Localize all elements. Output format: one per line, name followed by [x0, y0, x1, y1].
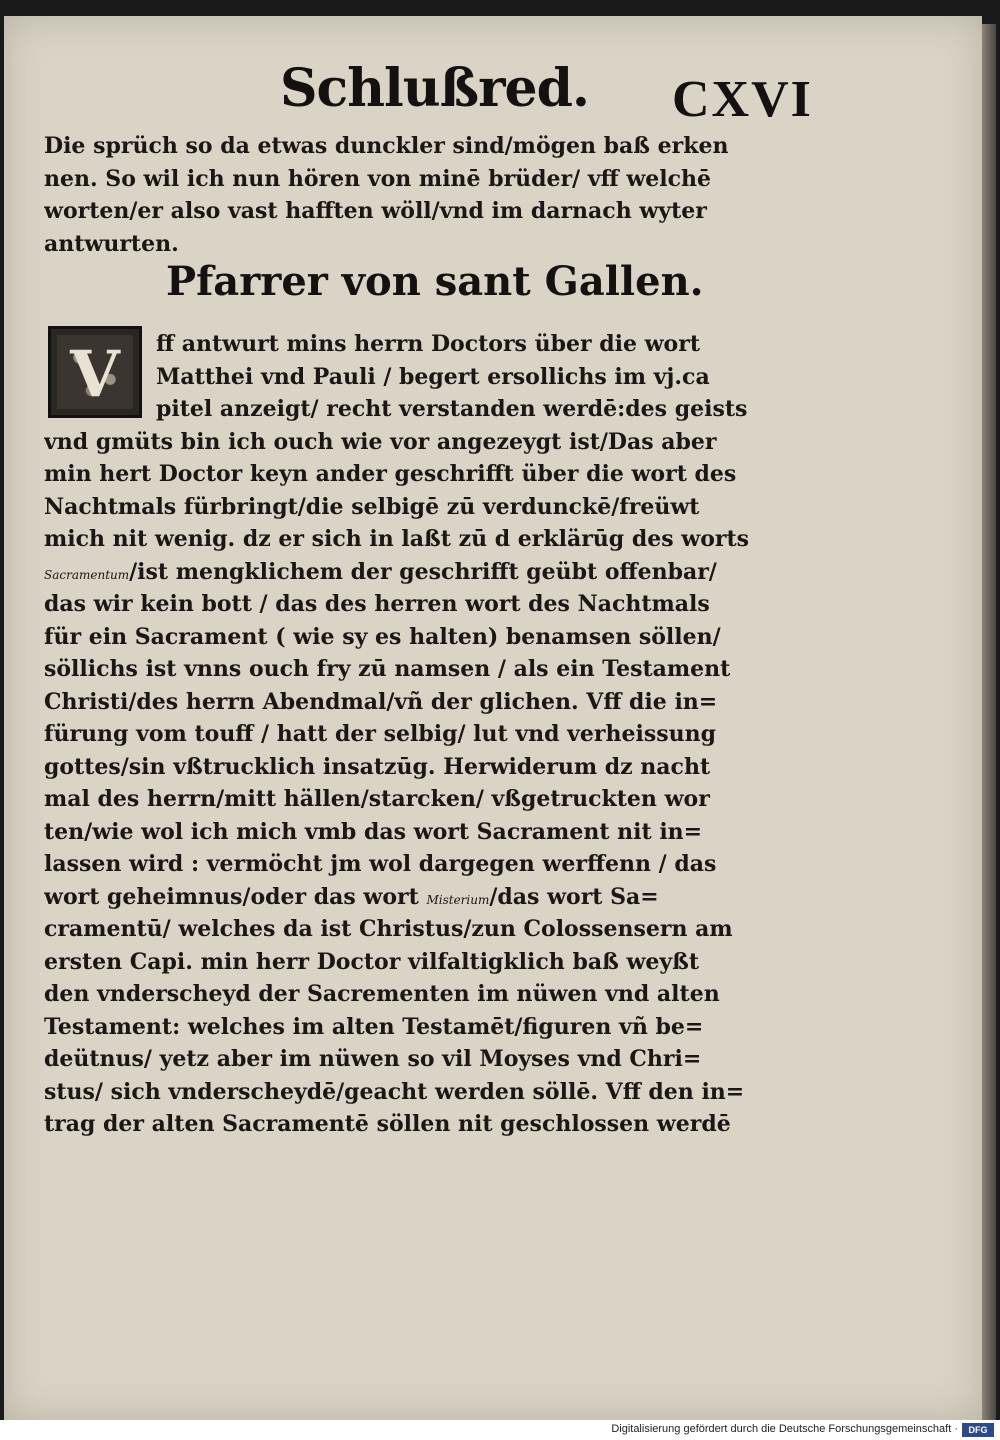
folio-number: CXVI [672, 71, 813, 128]
latin-term: Misterium [426, 892, 490, 907]
text-line: worten/er also vast hafften wöll/vnd im darnach wyter [44, 198, 707, 224]
page-edge [982, 24, 996, 1420]
footer-bar [0, 1420, 1000, 1440]
text-line: Testament: welches im alten Testamēt/figuren vñ be= [44, 1013, 704, 1040]
text-line: Die sprüch so da etwas dunckler sind/mögen baß erken [44, 133, 729, 159]
text-line: gottes/sin vßtrucklich insatzūg. Herwiderum dz nacht [44, 753, 711, 780]
text-line: ersten Capi. min herr Doctor vilfaltigklich baß weyßt [44, 948, 700, 975]
text-line: lassen wird : vermöcht jm wol dargegen werffenn / das [44, 851, 717, 877]
intro-paragraph [44, 130, 764, 260]
text-segment: /das wort Sa= [489, 883, 659, 910]
text-line: cramentū/ welches da ist Christus/zun Colossensern am [44, 916, 733, 942]
text-line: söllichs ist vnns ouch fry zū namsen / als ein Testament [44, 656, 731, 682]
body-paragraph [44, 426, 764, 1141]
running-title: Schlußred. [280, 58, 590, 119]
text-line: pitel anzeigt/ recht verstanden werdē:des geists [156, 396, 748, 422]
text-line: deütnus/ yetz aber im nüwen so vil Moyses vnd Chri= [44, 1046, 702, 1072]
decorated-initial [48, 326, 142, 418]
text-line: Matthei vnd Pauli / begert ersollichs im vj.ca [156, 363, 710, 390]
latin-term: Sacramentum [44, 567, 130, 582]
text-line: Nachtmals fürbringt/die selbigē zū verdunckē/freüwt [44, 493, 700, 520]
text-segment: /ist mengklichem der geschrifft geübt offenbar/ [129, 558, 717, 585]
section-heading: Pfarrer von sant Gallen. [166, 258, 704, 305]
text-line [44, 881, 764, 914]
text-line: nen. So wil ich nun hören von minē brüder/ vff welchē [44, 165, 712, 192]
text-line: min hert Doctor keyn ander geschrifft über die wort des [44, 461, 737, 487]
initial-letter: V [57, 335, 133, 409]
text-line: vnd gmüts bin ich ouch wie vor angezeygt ist/Das aber [44, 428, 717, 455]
text-line: antwurten. [44, 230, 179, 257]
funding-credit: Digitalisierung gefördert durch die Deutsche Forschungsgemeinschaft · [611, 1423, 958, 1435]
indented-lines [156, 328, 764, 426]
text-line: den vnderscheyd der Sacrementen im nüwen vnd alten [44, 981, 720, 1007]
text-line: Christi/des herrn Abendmal/vñ der glichen. Vff die in= [44, 688, 718, 715]
text-line: für ein Sacrament ( wie sy es halten) benamsen söllen/ [44, 623, 721, 650]
text-line: das wir kein bott / das des herren wort des Nachtmals [44, 591, 710, 617]
text-line: ten/wie wol ich mich vmb das wort Sacrament nit in= [44, 818, 703, 845]
text-line: stus/ sich vnderscheydē/geacht werden söllē. Vff den in= [44, 1078, 745, 1105]
text-line [44, 556, 764, 589]
text-line: ff antwurt mins herrn Doctors über die wort [156, 331, 700, 357]
dfg-logo: DFG [962, 1423, 994, 1437]
text-line: fürung vom touff / hatt der selbig/ lut vnd verheissung [44, 721, 716, 747]
text-segment: wort geheimnus/oder das wort [44, 883, 427, 910]
text-line: trag der alten Sacramentē söllen nit geschlossen werdē [44, 1111, 731, 1137]
text-line: mal des herrn/mitt hällen/starcken/ vßgetruckten wor [44, 786, 710, 812]
text-line: mich nit wenig. dz er sich in laßt zū d erklärūg des worts [44, 526, 750, 552]
